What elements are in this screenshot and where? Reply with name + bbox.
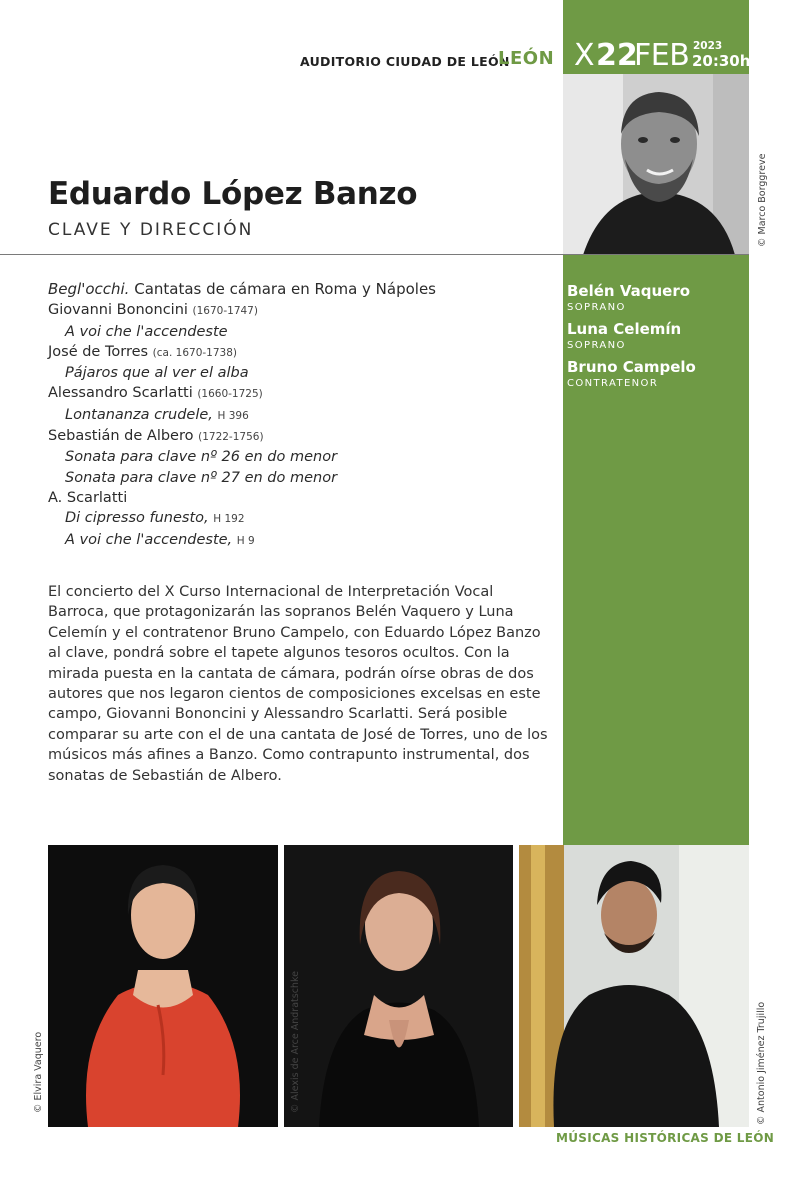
program-title: Begl'occhi. Cantatas de cámara en Roma y Nápoles [48, 280, 436, 298]
month: FEB [634, 38, 690, 73]
performers-list [567, 282, 696, 396]
divider [0, 254, 749, 255]
composer: Alessandro Scarlatti (1660-1725) [48, 385, 263, 402]
year: 2023 [693, 40, 723, 52]
work: Sonata para clave nº 26 en do menor [65, 449, 338, 466]
concert-description: El concierto del X Curso Internacional de Interpretación Vocal Barroca, que protagonizarán las sopranos Belén Vaquero y Luna Celemín y el contratenor Bruno Campelo, con Eduardo López Banzo al clave, pondrá sobre el tapete algunos tesoros ocultos. Con la mirada puesta en la cantata de cámara, podrán oírse obras de dos autores que nos legaron cientos de composiciones excelsas en este campo, Giovanni Bononcini y Alessandro Scarlatti. Será posible comparar su arte con el de una cantata de José de Torres, uno de los músicos más afines a Banzo. Como contrapunto instrumental, dos sonatas de Sebastián de Albero. [48, 584, 548, 784]
venue: AUDITORIO CIUDAD DE LEÓN [300, 54, 510, 69]
work: Di cipresso funesto, H 192 [65, 510, 245, 527]
artist-photo [563, 74, 749, 255]
composer: Giovanni Bononcini (1670-1747) [48, 302, 258, 319]
photo-credit-3: © Antonio Jiménez Trujillo [756, 1001, 767, 1125]
photo-luna-celemin [284, 845, 513, 1127]
composer: Sebastián de Albero (1722-1756) [48, 428, 264, 445]
performer [567, 358, 696, 390]
artist-role: CLAVE Y DIRECCIÓN [48, 220, 254, 240]
performer-role: CONTRATENOR [567, 378, 659, 389]
performer-name: Luna Celemín [567, 320, 682, 338]
photo-credit-2: © Alexis de Arce Andratschke [290, 971, 301, 1113]
work: Sonata para clave nº 27 en do menor [65, 469, 338, 486]
composer: José de Torres (ca. 1670-1738) [48, 343, 237, 360]
time: 20:30h [692, 52, 751, 70]
footer-series: MÚSICAS HISTÓRICAS DE LEÓN [556, 1131, 775, 1145]
composer: A. Scarlatti [48, 489, 128, 506]
photo-belen-vaquero [48, 845, 278, 1127]
photo-credit-1: © Elvira Vaquero [33, 1031, 44, 1113]
work: Pájaros que al ver el alba [65, 365, 249, 382]
city: LEÓN [498, 48, 555, 69]
work: A voi che l'accendeste [65, 323, 228, 340]
work: Lontananza crudele, H 396 [65, 406, 249, 423]
program [48, 279, 548, 551]
work: A voi che l'accendeste, H 9 [65, 531, 255, 548]
artist-name: Eduardo López Banzo [48, 176, 418, 212]
day-prefix: X [574, 38, 595, 73]
performer [567, 320, 696, 352]
artist-photo-credit: © Marco Borggreve [757, 153, 768, 247]
photo-bruno-campelo [519, 845, 749, 1127]
performer-role: SOPRANO [567, 302, 626, 313]
day-number: 22 [596, 38, 638, 73]
performer-name: Belén Vaquero [567, 282, 691, 300]
performer-role: SOPRANO [567, 340, 626, 351]
performer [567, 282, 696, 314]
performer-name: Bruno Campelo [567, 358, 696, 376]
